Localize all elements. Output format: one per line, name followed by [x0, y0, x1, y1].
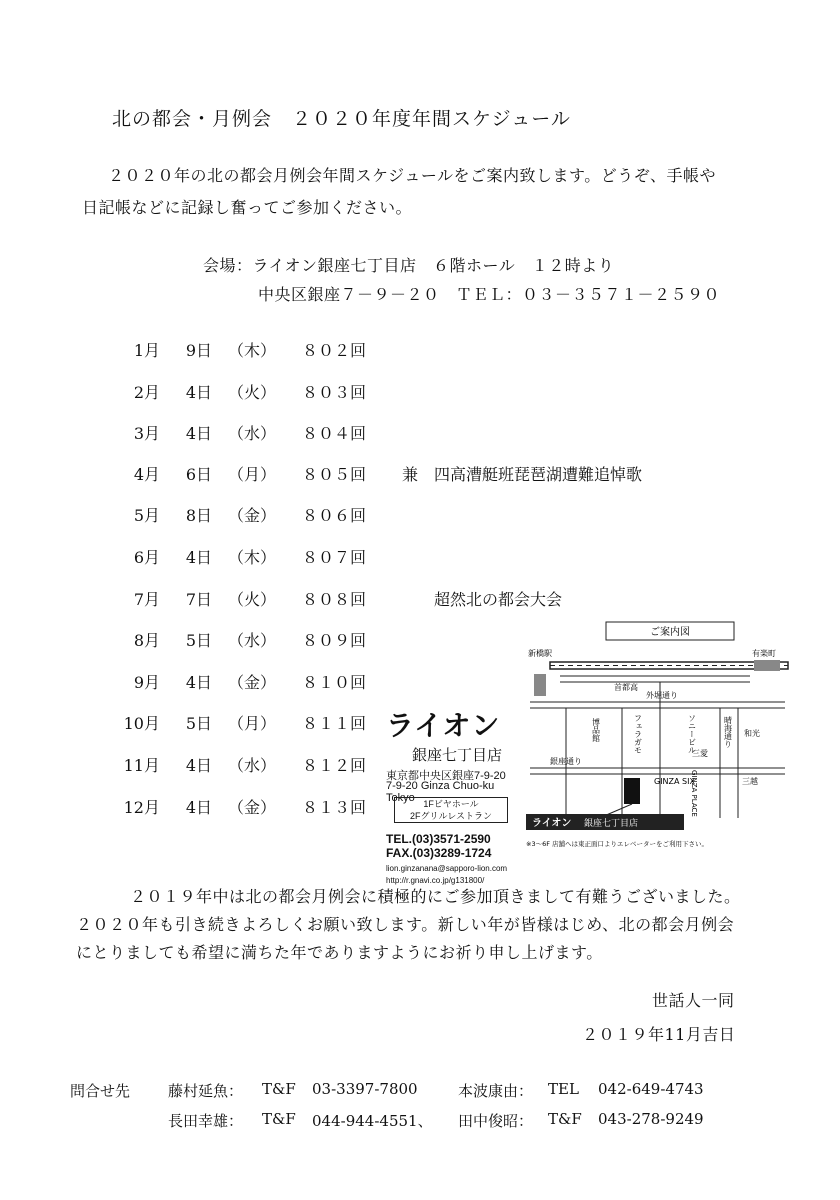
- harumi-label: 晴海通り: [723, 716, 733, 748]
- month: 7月: [133, 590, 160, 609]
- venue-line-2: 中央区銀座７－９－２０ ＴＥＬ：０３－３５７１－２５９０: [258, 285, 721, 304]
- gplace-label: GINZA PLACE: [690, 770, 698, 817]
- month: 10月: [123, 714, 160, 733]
- map-heading: ご案内図: [650, 627, 690, 638]
- contact-name: 藤村延魚：: [168, 1082, 244, 1100]
- meeting-count: ８１１回: [302, 714, 367, 733]
- weekday: （金）: [228, 798, 277, 817]
- contact-name: 田中俊昭：: [458, 1112, 534, 1130]
- intro-line-2: 日記帳などに記録し奮ってご参加ください。: [82, 198, 413, 217]
- sony-label: ソニービル: [687, 714, 697, 754]
- contact-number: 03-3397-7800: [312, 1080, 418, 1098]
- address-en: 7-9-20 Ginza Chuo-ku Tokyo: [386, 780, 495, 804]
- restaurant-email: lion.ginzanana@sapporo-lion.com: [386, 864, 508, 873]
- month: 11月: [123, 756, 160, 775]
- contact-number: 044-944-4551、: [312, 1112, 433, 1130]
- day: 4日: [185, 798, 212, 817]
- weekday: （金）: [228, 506, 277, 525]
- weekday: （火）: [228, 590, 277, 609]
- page-title: 北の都会・月例会 ２０２０年度年間スケジュール: [112, 108, 571, 130]
- signature: 世話人一同: [652, 991, 735, 1010]
- day: 9日: [185, 341, 212, 360]
- intro-line-1: ２０２０年の北の都会月例会年間スケジュールをご案内致します。どうぞ、手帳や: [108, 166, 716, 185]
- weekday: （月）: [228, 714, 277, 733]
- floor-guide: [394, 797, 508, 823]
- meeting-count: ８１３回: [302, 798, 367, 817]
- closing-line-3: にとりましても希望に満ちた年でありますようにお祈り申し上げます。: [76, 943, 603, 962]
- meeting-count: ８０２回: [302, 341, 367, 360]
- restaurant-tel: TEL.(03)3571-2590: [386, 832, 491, 846]
- month: 12月: [123, 798, 160, 817]
- day: 8日: [185, 506, 212, 525]
- day: 4日: [185, 424, 212, 443]
- weekday: （水）: [228, 424, 277, 443]
- contact-type: T&F: [262, 1110, 296, 1128]
- closing-line-2: ２０２０年も引き続きよろしくお願い致します。新しい年が皆様はじめ、北の都会月例会: [76, 915, 735, 934]
- month: 4月: [133, 465, 160, 484]
- closing-line-1: ２０１９年中は北の都会月例会に積極的にご参加頂きまして有難うございました。: [130, 887, 741, 906]
- contact-type: TEL: [548, 1080, 579, 1098]
- contact-type: T&F: [262, 1080, 296, 1098]
- weekday: （金）: [228, 673, 277, 692]
- meeting-count: ８１２回: [302, 756, 367, 775]
- day: 5日: [185, 631, 212, 650]
- store-label-brand: ライオン: [532, 818, 572, 829]
- issue-date: ２０１９年11月吉日: [582, 1025, 736, 1044]
- meeting-count: ８０３回: [302, 383, 367, 402]
- month: 2月: [133, 383, 160, 402]
- day: 4日: [185, 383, 212, 402]
- contact-name: 本波康由：: [458, 1082, 534, 1100]
- sotobori-label: 外堀通り: [646, 691, 678, 700]
- month: 3月: [133, 424, 160, 443]
- venue-line-1: 会場：ライオン銀座七丁目店 ６階ホール １２時より: [203, 256, 615, 275]
- sanai-label: 三愛: [692, 749, 708, 758]
- meeting-count: ８０７回: [302, 548, 367, 567]
- day: 4日: [185, 756, 212, 775]
- ginzadori-label: 銀座通り: [550, 757, 582, 766]
- day: 4日: [185, 548, 212, 567]
- ferragamo-label: フェラガモ: [633, 714, 643, 754]
- store-marker: [624, 778, 640, 804]
- shutoko-label: 首都高: [614, 683, 638, 692]
- restaurant-logo: ライオン: [386, 709, 501, 742]
- month: 5月: [133, 506, 160, 525]
- month: 6月: [133, 548, 160, 567]
- day: 4日: [185, 673, 212, 692]
- hakuhinkan-label: 博品館: [591, 718, 601, 742]
- weekday: （水）: [228, 756, 277, 775]
- weekday: （水）: [228, 631, 277, 650]
- meeting-count: ８０４回: [302, 424, 367, 443]
- day: 5日: [185, 714, 212, 733]
- contact-number: 043-278-9249: [598, 1110, 704, 1128]
- restaurant-fax: FAX.(03)3289-1724: [386, 846, 492, 860]
- note: 兼 四高漕艇班琵琶湖遭難追悼歌: [402, 465, 643, 484]
- note: 超然北の都会大会: [402, 590, 563, 609]
- ginzasix-label: GINZA SIX: [654, 777, 695, 786]
- mitsukoshi-label: 三越: [742, 777, 758, 786]
- restaurant-card: [386, 704, 520, 885]
- month: 9月: [133, 673, 160, 692]
- weekday: （木）: [228, 341, 277, 360]
- weekday: （月）: [228, 465, 277, 484]
- shinbashi-station: [534, 674, 546, 696]
- meeting-count: ８０９回: [302, 631, 367, 650]
- shinbashi-label: 新橋駅: [528, 649, 552, 658]
- weekday: （火）: [228, 383, 277, 402]
- contact-name: 長田幸雄：: [168, 1112, 244, 1130]
- store-label-name: 銀座七丁目店: [584, 819, 639, 829]
- meeting-count: ８１０回: [302, 673, 367, 692]
- access-map: [520, 618, 790, 858]
- month: 1月: [133, 341, 160, 360]
- yurakucho-label: 有楽町: [752, 649, 776, 658]
- meeting-count: ８０５回: [302, 465, 367, 484]
- day: 6日: [185, 465, 212, 484]
- contact-number: 042-649-4743: [598, 1080, 704, 1098]
- contact-type: T&F: [548, 1110, 582, 1128]
- meeting-count: ８０６回: [302, 506, 367, 525]
- weekday: （木）: [228, 548, 277, 567]
- wako-label: 和光: [744, 729, 760, 738]
- meeting-count: ８０８回: [302, 590, 367, 609]
- contacts-label: 問合せ先: [70, 1082, 131, 1100]
- day: 7日: [185, 590, 212, 609]
- floor-1: 1Fビヤホール: [423, 799, 479, 809]
- floor-2: 2Fグリルレストラン: [409, 811, 492, 821]
- map-note: ※3〜6F 店舗へは東正面口よりエレベーターをご利用下さい。: [526, 840, 709, 848]
- month: 8月: [133, 631, 160, 650]
- address-ja: 東京都中央区銀座7-9-20: [386, 770, 506, 782]
- restaurant-url: http://r.gnavi.co.jp/g131800/: [386, 876, 485, 885]
- yurakucho-station: [754, 660, 780, 671]
- restaurant-branch: 銀座七丁目店: [412, 747, 503, 764]
